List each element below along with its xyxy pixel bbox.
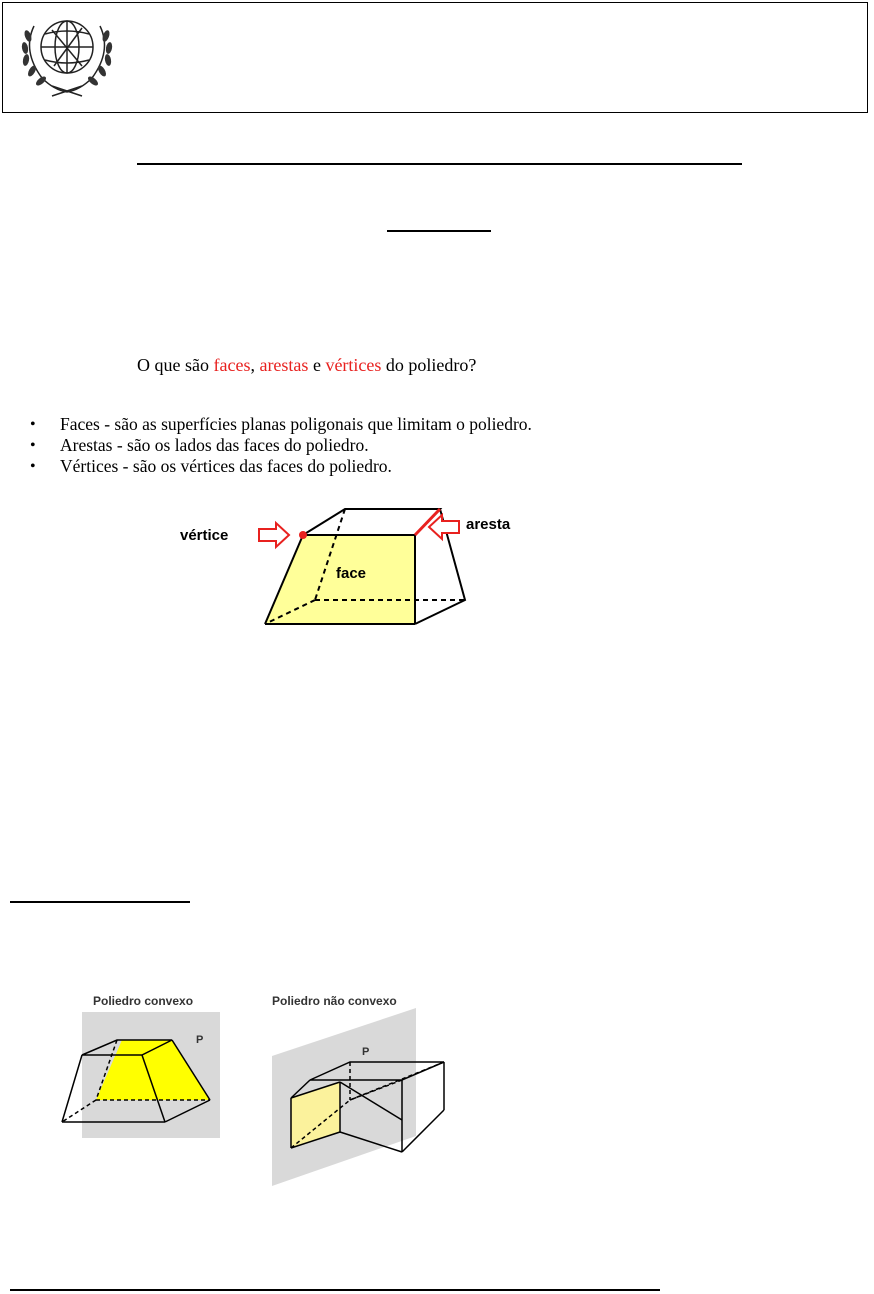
- nonconvex-polyhedron-diagram: [265, 1008, 455, 1190]
- definition-faces: • Faces - são as superfícies planas poligonais que limitam o poliedro.: [30, 414, 532, 435]
- vertex-arrow-icon: [259, 523, 289, 547]
- definition-arestas: • Arestas - são os lados das faces do poliedro.: [30, 435, 532, 456]
- convex-polyhedron-diagram: [55, 1008, 230, 1143]
- subtitle-underline: [387, 230, 491, 232]
- label-vertex: vértice: [180, 527, 229, 544]
- globe-laurel-emblem-icon: [12, 6, 122, 106]
- convex-plane-label: P: [196, 1034, 204, 1046]
- definitions-list: [30, 414, 532, 477]
- term-arestas: arestas: [259, 355, 309, 375]
- highlighted-vertex: [299, 531, 307, 539]
- term-faces: faces: [213, 355, 251, 375]
- question-sep1: ,: [250, 355, 260, 375]
- question-prefix: O que são: [137, 355, 214, 375]
- bottom-underline: [10, 1289, 660, 1291]
- nonconvex-title: Poliedro não convexo: [272, 994, 397, 1008]
- header-box: [2, 2, 868, 113]
- convex-title: Poliedro convexo: [93, 994, 194, 1008]
- section-underline: [10, 901, 190, 903]
- title-underline: [137, 163, 742, 165]
- question-line: [137, 355, 476, 376]
- label-face: face: [336, 565, 367, 582]
- label-edge: aresta: [466, 516, 511, 533]
- edge-arrow-icon: [429, 515, 459, 539]
- question-suffix: do poliedro?: [381, 355, 477, 375]
- question-sep2: e: [308, 355, 326, 375]
- term-vertices: vértices: [325, 355, 382, 375]
- definition-vertices: • Vértices - são os vértices das faces do poliedro.: [30, 456, 532, 477]
- nonconvex-plane-label: P: [362, 1046, 370, 1058]
